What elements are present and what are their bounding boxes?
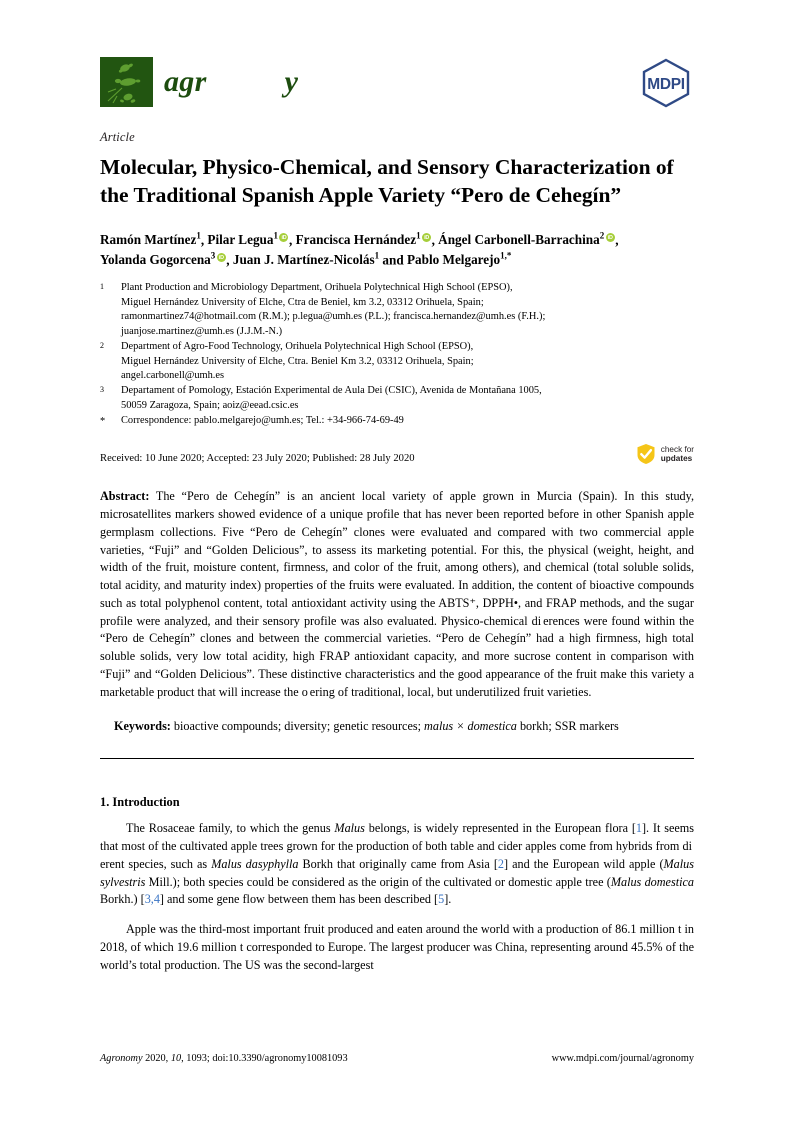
orcid-icon[interactable] xyxy=(422,233,431,242)
svg-text:MDPI: MDPI xyxy=(647,76,685,93)
page-footer xyxy=(100,1053,694,1064)
author-entry: Ramón Martínez$^1$ xyxy=(100,230,201,248)
footer-journal-name: Agronomy xyxy=(100,1053,143,1064)
abstract-text: The “Pero de Cehegín” is an ancient local variety of apple grown in Murcia (Spain). In this study, microsatellites markers showed evidence of a unique profile that has never been reported before in other Spanish apple germplasm collections. Five “Pero de Cehegín” clones were evaluated and compared with two commercial apple varieties, “Fuji” and “Golden Delicious”, to assess its marketing potential. For this, the physical (weight, height, and width of the fruit, moisture content, firmness, and color of the fruit, among others), and chemical (total soluble solids, total acidity, and maturity index) properties of the fruits were evaluated. In addition, the content of bioactive compounds such as total polyphenol content, total antioxidant activity using the ABTS⁺, DPPH•, and FRAP methods, and the sugar profile were analyzed, and their sensory profile was also evaluated. Physico-chemical di erences were found within the “Pero de Cehegín” clones and between the commercial varieties. “Pero de Cehegín” had a high firmness, high total soluble solids, very low total acidity, high FRAP antioxidant capacity, and more sucrose content in comparison with “Fuji” and “Golden Delicious”. These distinctive characteristics and the good appearance of the fruit make this variety a marketable product that will increase the o ering of traditional, local, but underutilized fruit varieties. xyxy=(100,489,694,699)
masthead xyxy=(100,55,694,127)
author-entry: Pablo Melgarejo$^{1,*}$ xyxy=(406,251,512,268)
correspondence-text xyxy=(121,414,694,430)
footer-citation: Agronomy 2020, 10, 1093; doi:10.3390/agronomy10081093 xyxy=(100,1053,348,1064)
crossmark-line-2: updates xyxy=(660,454,693,464)
author-entry: Ángel Carbonell-Barrachina$^2$ xyxy=(438,230,605,248)
orcid-icon[interactable] xyxy=(606,233,615,242)
section-divider xyxy=(100,758,694,759)
page-title: Molecular, Physico-Chemical, and Sensory Characterization of the Traditional Spanish Apple Variety “Pero de Cehegín” xyxy=(100,155,674,207)
correspondence-item xyxy=(100,414,694,430)
publication-dates: Received: 10 June 2020; Accepted: 23 July 2020; Published: 28 July 2020 xyxy=(100,453,415,465)
check-for-updates-text xyxy=(661,445,694,465)
affiliation-marker: 1 xyxy=(100,282,104,292)
journal-logo[interactable] xyxy=(100,57,298,107)
author-entry: Juan J. Martínez-Nicolás$^1$ xyxy=(232,251,380,268)
abstract-block xyxy=(100,488,694,701)
keywords-text-after: borkh; SSR markers xyxy=(516,719,619,734)
crossmark-line-1: check for xyxy=(660,444,694,454)
citation-link[interactable]: 1 xyxy=(635,821,642,836)
author-line-1: Ramón Martínez$^1$, Pilar Legua$^1$ iD , Francisca Hernández$^1$ iD , Ángel Carbonell-Barrachina$^2$iD , xyxy=(100,230,694,250)
affiliation-text xyxy=(121,384,694,413)
affiliation-line: Departament of Pomology, Estación Experimental de Aula Dei (CSIC), Avenida de Montañana 1005, xyxy=(121,385,542,397)
footer-url[interactable]: www.mdpi.com/journal/agronomy xyxy=(551,1053,694,1064)
author-entry: Francisca Hernández$^1$ xyxy=(295,230,421,248)
agronomy-leaf-icon xyxy=(100,57,153,107)
page-content xyxy=(100,0,694,987)
affiliation-line: Plant Production and Microbiology Department, Orihuela Polytechnical High School (EPSO), xyxy=(121,282,513,294)
mdpi-logo[interactable] xyxy=(638,55,694,111)
correspondence-line: Correspondence: pablo.melgarejo@umh.es; Tel.: +34-966-74-69-49 xyxy=(121,414,404,426)
author-entry: Yolanda Gogorcena$^3$ xyxy=(100,251,216,268)
author-list xyxy=(100,230,694,270)
keywords-block xyxy=(100,718,694,736)
article-type-label: Article xyxy=(100,130,135,144)
introduction-paragraph-1: The Rosaceae family, to which the genus Malus belongs, is widely represented in the European flora [1]. It seems that most of the cultivated apple trees grown for the production of both table and cider apples come from hybrids from di erent species, such as Malus dasyphylla Borkh that originally came from Asia [2] and the European wild apple (Malus sylvestris Mill.); both species could be considered as the origin of the cultivated or domestic apple tree (Malus domestica Borkh.) [3,4] and some gene flow between them has been described [5]. xyxy=(100,821,694,907)
affiliation-line: Miguel Hernández University of Elche, Ctra de Beniel, km 3.2, 03312 Orihuela, Spain; xyxy=(121,296,484,308)
citation-link[interactable]: 5 xyxy=(438,892,445,907)
keywords-text-before: bioactive compounds; diversity; genetic resources; xyxy=(170,719,425,734)
abstract-label: Abstract: xyxy=(100,489,150,504)
journal-wordmark: agr y xyxy=(164,65,299,98)
check-for-updates-badge[interactable] xyxy=(635,443,694,465)
affiliation-line: ramonmartinez74@hotmail.com (R.M.); p.legua@umh.es (P.L.); francisca.hernandez@umh.es (F.H.); xyxy=(121,311,546,323)
orcid-icon[interactable] xyxy=(279,233,288,242)
affiliation-item xyxy=(100,340,694,384)
affiliation-list xyxy=(100,281,694,429)
introduction-paragraph-2: Apple was the third-most important fruit produced and eaten around the world with a production of 86.1 million t in 2018, of which 19.6 million t corresponded to Europe. The largest producer was China, representing around 45.5% of the world’s total production. The US was the second-largest xyxy=(100,922,694,972)
citation-link[interactable]: 2 xyxy=(497,856,504,871)
keywords-label: Keywords: xyxy=(114,719,171,734)
section-heading-introduction: 1. Introduction xyxy=(100,795,180,810)
correspondence-marker: * xyxy=(100,415,106,427)
affiliation-line: Miguel Hernández University of Elche, Ctra. Beniel Km 3.2, 03312 Orihuela, Spain; xyxy=(121,355,474,367)
affiliation-marker: 3 xyxy=(100,385,104,395)
affiliation-item xyxy=(100,384,694,413)
author-entry: Pilar Legua$^1$ xyxy=(207,230,278,248)
affiliation-item xyxy=(100,281,694,339)
crossmark-check-icon xyxy=(635,443,657,465)
publication-dates-row xyxy=(100,443,694,477)
affiliation-text xyxy=(121,281,694,339)
affiliation-line: juanjose.martinez@umh.es (J.J.M.-N.) xyxy=(121,325,283,337)
keywords-species-italic: malus × domestica xyxy=(424,719,517,734)
affiliation-text xyxy=(121,340,694,384)
orcid-icon[interactable] xyxy=(217,253,226,262)
citation-link[interactable]: 3,4 xyxy=(144,892,160,907)
author-line-2: Yolanda Gogorcena$^3$ iD , Juan J. Martínez-Nicolás$^1$ and Pablo Melgarejo$^{1,*}$ xyxy=(100,250,694,270)
affiliation-line: Department of Agro-Food Technology, Orihuela Polytechnical High School (EPSO), xyxy=(121,341,474,352)
affiliation-marker: 2 xyxy=(100,341,104,350)
affiliation-line: 50059 Zaragoza, Spain; aoiz@eead.csic.es xyxy=(121,399,299,411)
affiliation-line: angel.carbonell@umh.es xyxy=(121,370,225,382)
